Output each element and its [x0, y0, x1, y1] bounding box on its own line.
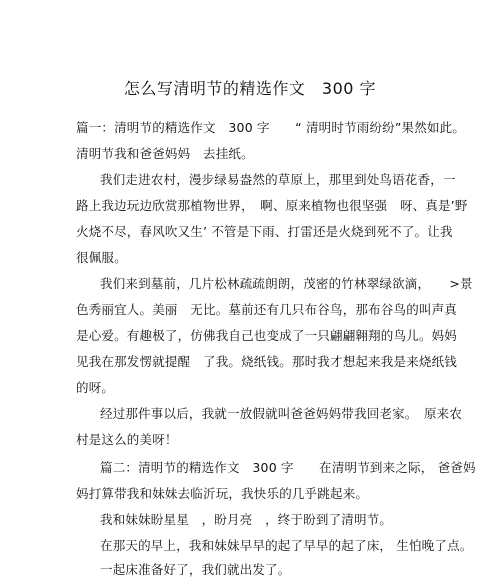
- paragraph-line: 火烧不尽，春风吹又生’ 不管是下雨、打雷还是火烧到死不了。让我: [76, 224, 453, 239]
- paragraph-line: 的呀。: [76, 380, 115, 395]
- paragraph-line: 在那天的早上，我和妹妹早早的起了早早的起了床， 生怕晚了点。: [100, 538, 473, 553]
- paragraph-line: 一起床准备好了，我们就出发了。: [100, 562, 291, 577]
- paragraph-line: 色秀丽宜人。美丽 无比。墓前还有几只布谷鸟，那布谷鸟的叫声真: [76, 302, 458, 317]
- paragraph-line: 是心爱。有趣极了，仿佛我自己也变成了一只翩翩翱翔的鸟儿。妈妈: [76, 328, 458, 343]
- paragraph-line: 村是这么的美呀！: [76, 432, 178, 447]
- document-title: 怎么写清明节的精选作文 300 字: [123, 79, 377, 98]
- paragraph-line: 妈打算带我和妹妹去临沂玩，我快乐的几乎跳起来。: [76, 486, 369, 501]
- paragraph-line: 见我在那发愣就提醒 了我。烧纸钱。那时我才想起来我是来烧纸钱: [76, 354, 458, 369]
- paragraph-line: 很佩服。: [76, 250, 127, 265]
- paragraph-line: 清明节我和爸爸妈妈 去挂纸。: [76, 146, 254, 161]
- paragraph-line: 路上我边玩边欣赏那植物世界， 啊、原来植物也很坚强 呀、真是’野: [76, 198, 468, 213]
- paragraph-line: 篇一：清明节的精选作文 300 字 “ 清明时节雨纷纷”果然如此。: [76, 120, 466, 135]
- paragraph-line: 我们来到墓前，几片松林疏疏朗朗，茂密的竹林翠绿欲滴， >景: [100, 276, 473, 291]
- paragraph-line: 我和妹妹盼星星 ，盼月亮 ，终于盼到了清明节。: [100, 512, 393, 527]
- paragraph-line: 经过那件事以后，我就一放假就叫爸爸妈妈带我回老家。 原来农: [100, 406, 463, 421]
- paragraph-line: 篇二：清明节的精选作文 300 字 在清明节到来之际， 爸爸妈: [100, 460, 476, 475]
- paragraph-line: 我们走进农村，漫步绿易盎然的草原上，那里到处鸟语花香，一: [100, 172, 456, 187]
